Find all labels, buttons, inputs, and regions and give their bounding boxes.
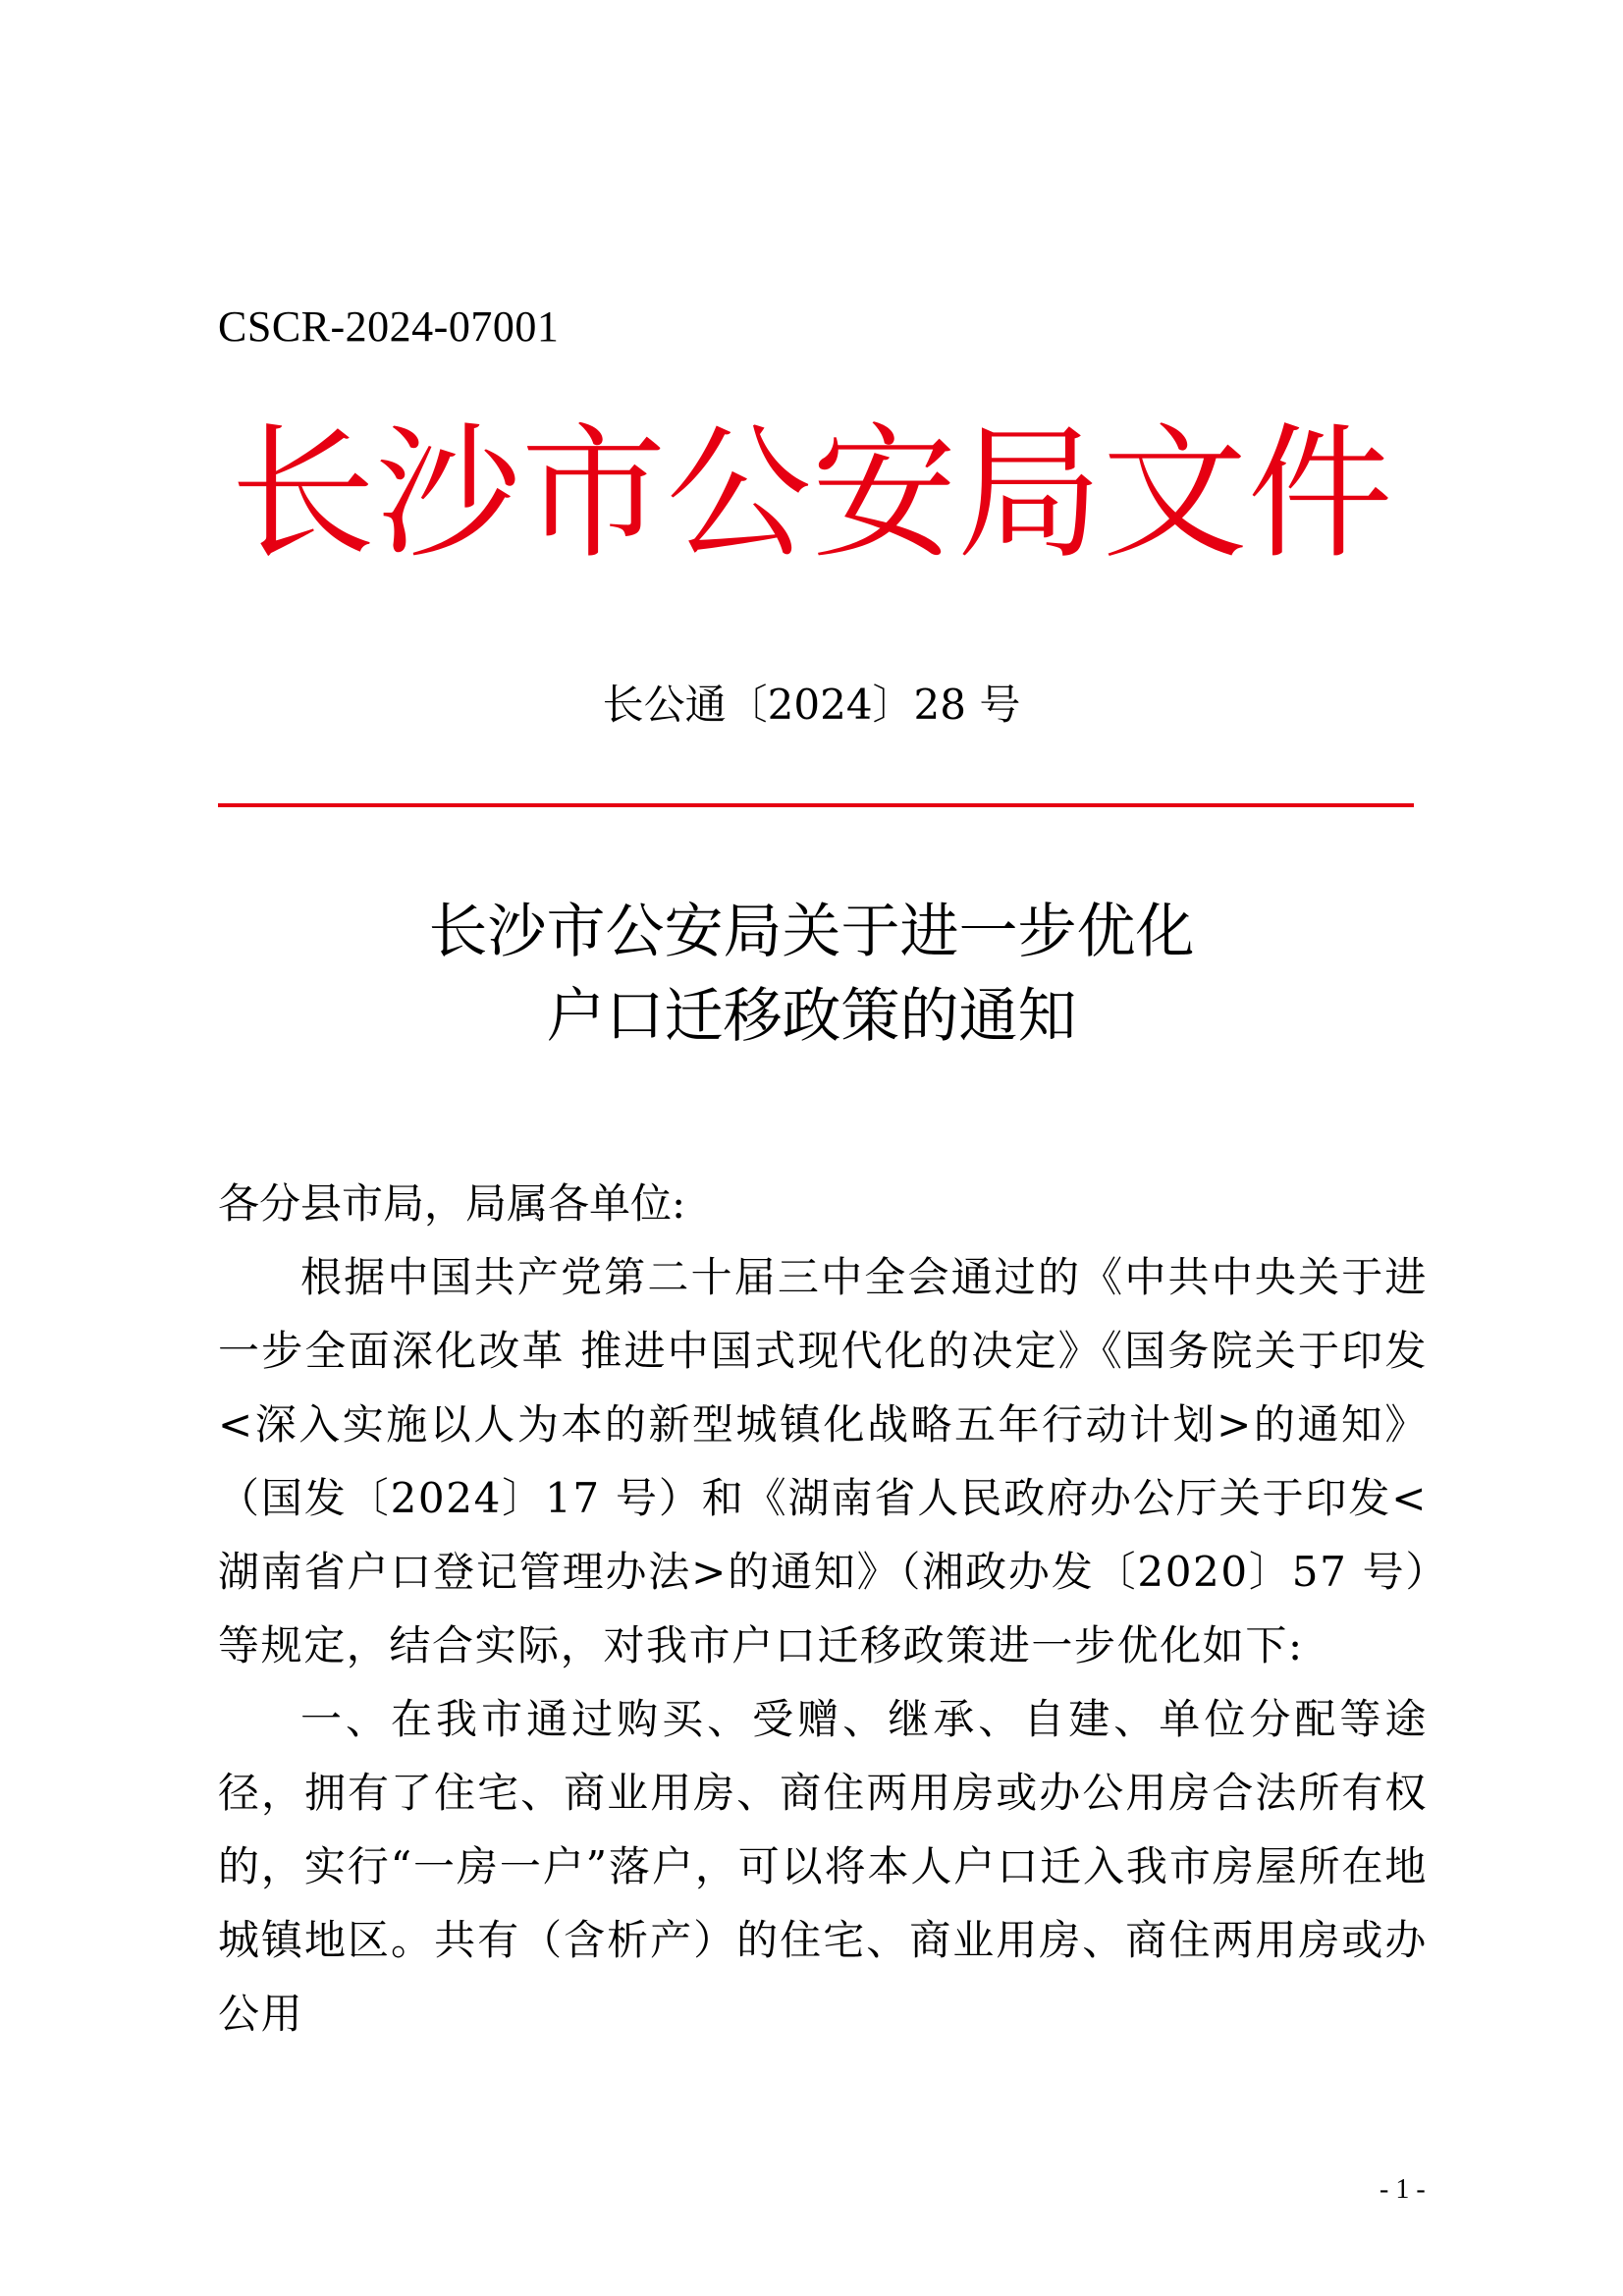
paragraph-preamble: 根据中国共产党第二十届三中全会通过的《中共中央关于进一步全面深化改革 推进中国式现代化的决定》《国务院关于印发<深入实施以人为本的新型城镇化战略五年行动计划>的通知》（国发〔2024〕17 号）和《湖南省人民政府办公厅关于印发<湖南省户口登记管理办法>的通知》（湘政办发〔2020〕57 号）等规定，结合实际，对我市户口迁移政策进一步优化如下:: [218, 1253, 1428, 1669]
title-line-2: 户口迁移政策的通知: [546, 982, 1077, 1051]
document-title: [0, 890, 1623, 1059]
red-separator-line: [218, 803, 1414, 807]
title-line-1: 长沙市公安局关于进一步优化: [428, 898, 1195, 966]
document-masthead: 长沙市公安局文件: [230, 410, 1393, 578]
document-number: 长公通〔2024〕28 号: [602, 681, 1021, 729]
document-code: CSCR-2024-07001: [218, 302, 560, 351]
salutation: 各分县市局，局属各单位:: [218, 1179, 686, 1228]
paragraph-item-1: 一、在我市通过购买、受赠、继承、自建、单位分配等途径，拥有了住宅、商业用房、商住两用房或办公用房合法所有权的，实行“一房一户”落户，可以将本人户口迁入我市房屋所在地城镇地区。共有（含析产）的住宅、商业用房、商住两用房或办公用: [218, 1695, 1428, 2038]
page-number: - 1 -: [1380, 2174, 1426, 2205]
document-body: [218, 1167, 1428, 2050]
